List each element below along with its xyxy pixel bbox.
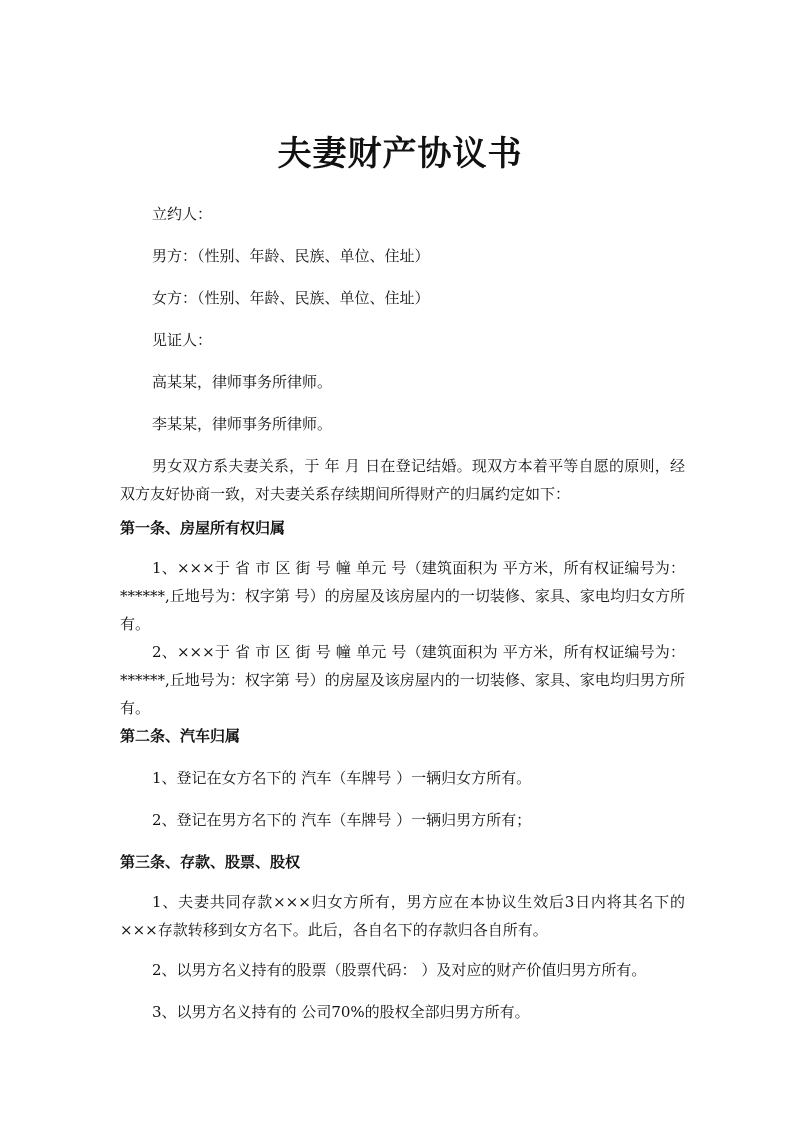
article-3-item-2: 2、以男方名义持有的股票（股票代码： ）及对应的财产价值归男方所有。	[152, 961, 647, 979]
article-3-heading: 第三条、存款、股票、股权	[120, 853, 301, 871]
article-2-item-2: 2、登记在男方名下的 汽车（车牌号 ）一辆归男方所有；	[152, 811, 532, 829]
document-title: 夫妻财产协议书	[277, 134, 523, 174]
article-1-heading: 第一条、房屋所有权归属	[120, 519, 286, 537]
female-party-line: 女方：（性别、年龄、民族、单位、住址）	[152, 289, 430, 307]
article-1-item-2: 2、×××于 省 市 区 街 号 幢 单元 号（建筑面积为 平方米，所有权证编号为：******,丘地号为：权字第 号）的房屋及该房屋内的一切装修、家具、家电均归男方所有。	[120, 643, 685, 717]
witness-2-line: 李某某，律师事务所律师。	[152, 415, 333, 433]
witness-label: 见证人：	[152, 331, 213, 349]
article-2-heading: 第二条、汽车归属	[120, 727, 241, 745]
parties-label: 立约人：	[152, 205, 213, 223]
witness-1-line: 高某某，律师事务所律师。	[152, 373, 333, 391]
article-3-item-1: 1、夫妻共同存款×××归女方所有，男方应在本协议生效后3日内将其名下的×××存款转移到女方名下。此后，各自名下的存款归各自所有。	[120, 893, 685, 939]
article-1-item-1: 1、×××于 省 市 区 街 号 幢 单元 号（建筑面积为 平方米，所有权证编号为：******,丘地号为：权字第 号）的房屋及该房屋内的一切装修、家具、家电均归女方所有。	[120, 559, 685, 633]
article-2-item-1: 1、登记在女方名下的 汽车（车牌号 ）一辆归女方所有。	[152, 769, 532, 787]
article-3-item-3: 3、以男方名义持有的 公司70%的股权全部归男方所有。	[152, 1003, 530, 1021]
preamble-paragraph: 男女双方系夫妻关系，于 年 月 日在登记结婚。现双方本着平等自愿的原则，经双方友好协商一致，对夫妻关系存续期间所得财产的归属约定如下：	[120, 457, 685, 503]
male-party-line: 男方：（性别、年龄、民族、单位、住址）	[152, 247, 430, 265]
